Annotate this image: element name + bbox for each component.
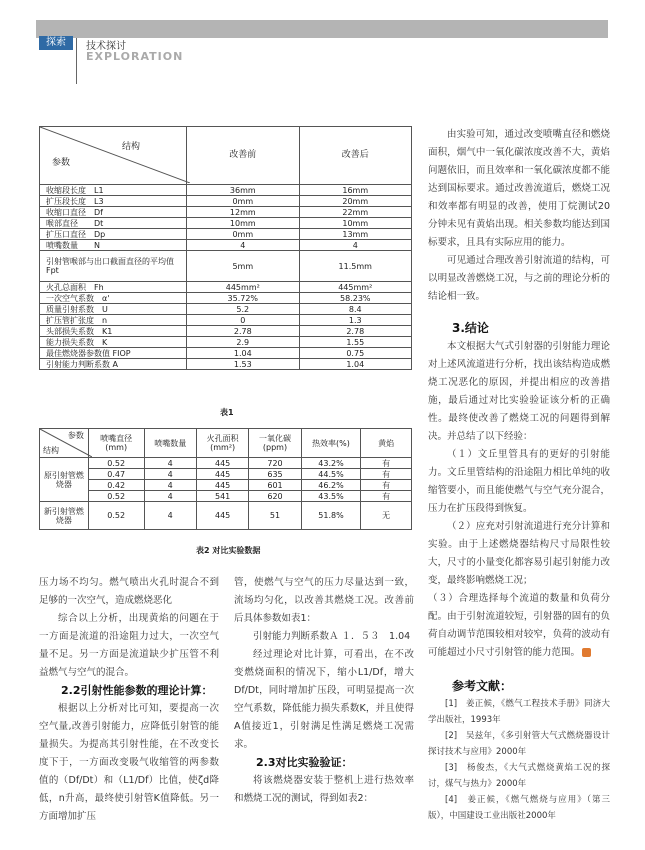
table1-corner-bottom: 参数	[52, 158, 71, 168]
table1-row	[40, 315, 412, 326]
table1-row	[40, 282, 412, 293]
table1-cell: 16mm	[299, 185, 411, 196]
end-mark-icon	[582, 648, 591, 657]
table2-header: 火孔面积(mm²)	[196, 429, 248, 458]
table1-param-name: 能力损失系数 K	[40, 337, 187, 348]
paragraph: 经过理论对比计算，可看出，在不改变燃烧面积的情况下，缩小L1/Df，增大Df/Dt，同时增加扩压段，可明显提高一次空气系数，降低能力损失系数K，并且使得A值接近1，引射满足性满足燃烧工况需求。	[234, 649, 414, 750]
table1-param-name: 喷嘴数量 N	[40, 240, 187, 251]
table2-cell: 4	[144, 458, 196, 469]
table2-cell: 46.2%	[301, 480, 361, 491]
table1-cell: 1.3	[299, 315, 411, 326]
table2-cell: 720	[249, 458, 301, 469]
table1-row	[40, 348, 412, 359]
table-2	[39, 428, 412, 530]
references-list	[428, 696, 610, 824]
table1-header-after: 改善后	[299, 127, 411, 185]
table2-cell: 445	[196, 480, 248, 491]
table1-cell: 0mm	[187, 229, 299, 240]
table1-cell: 445mm²	[299, 282, 411, 293]
table1-cell: 0.75	[299, 348, 411, 359]
table1-cell: 0	[187, 315, 299, 326]
section-tag: 探索	[39, 36, 73, 50]
paragraph: （１）文丘里管具有的更好的引射能力。文丘里管结构的沿途阻力相比单纯的收缩管要小，而且能使燃气与空气充分混合，压力在扩压段得到恢复。	[428, 449, 610, 514]
table1-cell: 1.04	[187, 348, 299, 359]
paragraph: 根据以上分析对比可知，要提高一次空气量,改善引射能力，应降低引射管的能量损失。为提高其引射性能，在不改变长度下于，一方面改变吸气收缩管的两参数值的（Df/Dt）和（L1/Df）比值，使ζd降低，n升高，最终使引射管K值降低。另一方面增加扩压	[39, 703, 219, 822]
table1-row	[40, 304, 412, 315]
table2-header: 一氧化碳(ppm)	[249, 429, 301, 458]
table2-cell: 541	[196, 491, 248, 502]
reference-item: [2] 吴兹年，《多引射管大气式燃烧器设计探讨技术与应用》2000年	[428, 731, 610, 757]
paragraph: （３）合理选择每个流道的数量和负荷分配。由于引射流道较短，引射器的固有的负荷自动调节范围较相对较窄，负荷的波动有可能超过小尺寸引射管的能力范围。	[428, 593, 610, 658]
table2-cell: 有	[361, 469, 412, 480]
table1-row	[40, 207, 412, 218]
table2-cell: 51	[249, 502, 301, 530]
table1-row	[40, 293, 412, 304]
table1-row	[40, 326, 412, 337]
table1-param-name: 最佳燃烧器参数值 FIOP	[40, 348, 187, 359]
table2-cell: 有	[361, 458, 412, 469]
table2-corner	[40, 429, 89, 458]
table2-cell: 4	[144, 480, 196, 491]
table1-corner-top: 结构	[122, 142, 141, 152]
table1-cell: 10mm	[187, 218, 299, 229]
left-column	[39, 574, 219, 826]
table2-corner-top: 参数	[67, 431, 84, 440]
header-band	[36, 20, 608, 38]
table2-cell: 601	[249, 480, 301, 491]
table1-row	[40, 240, 412, 251]
table1-cell: 1.04	[299, 359, 411, 370]
table2-cell: 有	[361, 480, 412, 491]
table1-param-name: 引射管喉部与出口截面直径的平均值 Fpt	[40, 251, 187, 282]
table2-cell: 43.2%	[301, 458, 361, 469]
table1-param-name: 一次空气系数 α'	[40, 293, 187, 304]
table1-cell: 5.2	[187, 304, 299, 315]
table1-row	[40, 251, 412, 282]
table1-cell: 12mm	[187, 207, 299, 218]
table2-cell: 620	[249, 491, 301, 502]
table1-cell: 58.23%	[299, 293, 411, 304]
section-heading: 3.结论	[452, 321, 489, 335]
table1-cell: 11.5mm	[299, 251, 411, 282]
section-title-cn: 技术探讨	[86, 41, 126, 52]
table2-cell: 0.47	[88, 469, 144, 480]
table2-cell: 0.52	[88, 458, 144, 469]
table-1	[39, 126, 412, 370]
table1-param-name: 扩压段长度 L3	[40, 196, 187, 207]
table2-cell: 4	[144, 491, 196, 502]
table2-cell: 43.5%	[301, 491, 361, 502]
table2-group-label: 新引射管燃烧器	[40, 502, 89, 530]
table1-cell: 2.78	[299, 326, 411, 337]
references-title: 参考文献：	[452, 679, 513, 693]
table1-cell: 10mm	[299, 218, 411, 229]
table2-cell: 44.5%	[301, 469, 361, 480]
table1-cell: 8.4	[299, 304, 411, 315]
table1-cell: 2.78	[187, 326, 299, 337]
table1-cell: 0mm	[187, 196, 299, 207]
table1-row	[40, 337, 412, 348]
table2-cell: 445	[196, 502, 248, 530]
table1-param-name: 收缩口直径 Df	[40, 207, 187, 218]
table1-cell: 36mm	[187, 185, 299, 196]
paragraph: 可见通过合理改善引射流道的结构，可以明显改善燃烧工况，与之前的理论分析的结论相一致。	[428, 255, 610, 302]
table1-cell: 13mm	[299, 229, 411, 240]
table2-cell: 4	[144, 502, 196, 530]
table2-group-label: 原引射管燃烧器	[40, 458, 89, 502]
table2-cell: 4	[144, 469, 196, 480]
paragraph: （２）应充对引射流道进行充分计算和实验。由于上述燃烧器结构尺寸局限性较大，尺寸的小量变化都容易引起引射能力改变，最终影响燃烧工况；	[428, 521, 610, 586]
table1-cell: 4	[187, 240, 299, 251]
table1-header-before: 改善前	[187, 127, 299, 185]
table1-cell: 20mm	[299, 196, 411, 207]
table1-cell: 1.55	[299, 337, 411, 348]
header-divider	[76, 38, 77, 84]
table1-row	[40, 218, 412, 229]
middle-column	[234, 574, 414, 808]
table2-cell: 51.8%	[301, 502, 361, 530]
paragraph: 由实验可知，通过改变喷嘴直径和燃烧面积，烟气中一氧化碳浓度改善不大，黄焰问题依旧，而且效率和一氧化碳浓度都不能达到国标要求。通过改善流道后，燃烧工况和效率都有明显的改善，使用丁烷测试20分钟未见有黄焰出现。相关参数均能达到国标要求，且具有实际应用的能力。	[428, 129, 610, 248]
reference-item: [1] 姜正候，《燃气工程技术手册》同济大学出版社，1993年	[428, 699, 610, 725]
paragraph: 综合以上分析，出现黄焰的问题在于一方面是流道的沿途阻力过大，一次空气量不足。另一方面是流道缺少扩压管不利益燃气与空气的混合。	[39, 613, 219, 678]
table1-cell: 22mm	[299, 207, 411, 218]
table1-cell: 35.72%	[187, 293, 299, 304]
table2-cell: 445	[196, 458, 248, 469]
table2-caption: 表2 对比实验数据	[196, 546, 261, 555]
formula-line: 引射能力判断系数Ａ １．５３ 1.04	[253, 631, 411, 642]
table2-header: 喷嘴数量	[144, 429, 196, 458]
table1-param-name: 收缩段长度 L1	[40, 185, 187, 196]
paragraph: 管，使燃气与空气的压力尽量达到一致，流场均匀化，以改善其燃烧工况。改善前后具体参数如表1：	[234, 577, 414, 624]
table2-cell: 0.52	[88, 491, 144, 502]
table2-cell: 635	[249, 469, 301, 480]
table1-row	[40, 229, 412, 240]
table1-cell: 4	[299, 240, 411, 251]
table1-caption: 表1	[220, 408, 234, 417]
table2-header: 黄焰	[361, 429, 412, 458]
table1-corner	[40, 127, 187, 185]
table1-cell: 2.9	[187, 337, 299, 348]
table1-row	[40, 359, 412, 370]
table1-param-name: 喉部直径 Dt	[40, 218, 187, 229]
table2-cell: 无	[361, 502, 412, 530]
table1-param-name: 火孔总面积 Fh	[40, 282, 187, 293]
right-column	[428, 126, 610, 824]
table1-param-name: 头部损失系数 K1	[40, 326, 187, 337]
table1-cell: 445mm²	[187, 282, 299, 293]
table1-param-name: 引射能力判断系数 A	[40, 359, 187, 370]
table2-cell: 0.52	[88, 502, 144, 530]
table1-param-name: 扩压口直径 Dp	[40, 229, 187, 240]
section-heading: 2.3对比实验验证：	[256, 756, 353, 769]
table2-corner-bottom: 结构	[43, 446, 59, 455]
reference-item: [4] 姜正候，《燃气燃烧与应用》（第三版），中国建设工业出版社2000年	[428, 795, 610, 821]
table1-param-name: 扩压管扩张度 n	[40, 315, 187, 326]
section-heading: 2.2引射性能参数的理论计算：	[61, 684, 213, 697]
table1-param-name: 质量引射系数 U	[40, 304, 187, 315]
table1-row	[40, 196, 412, 207]
table1-cell: 1.53	[187, 359, 299, 370]
table2-cell: 445	[196, 469, 248, 480]
table2-header: 喷嘴直径(mm)	[88, 429, 144, 458]
table2-cell: 0.42	[88, 480, 144, 491]
table1-row	[40, 185, 412, 196]
table1-cell: 5mm	[187, 251, 299, 282]
paragraph: 本文根据大气式引射器的引射能力理论对上述风流道进行分析，找出该结构造成燃烧工况恶化的原因，并提出相应的改善措施，最后通过对比实验验证该分析的正确性。最终使改善了燃烧工况的问题得到解决。并总结了以下经验：	[428, 341, 610, 442]
table2-header: 热效率(%)	[301, 429, 361, 458]
paragraph: 压力场不均匀。燃气喷出火孔时混合不到足够的一次空气，造成燃烧恶化	[39, 577, 219, 606]
paragraph: 将该燃烧器安装于整机上进行热效率和燃烧工况的测试，得到如表2：	[234, 775, 414, 804]
section-title-en: EXPLORATION	[86, 50, 184, 63]
reference-item: [3] 杨俊杰，《大气式燃烧黄焰工况的探讨，煤气与热力》2000年	[428, 763, 610, 789]
table2-cell: 有	[361, 491, 412, 502]
